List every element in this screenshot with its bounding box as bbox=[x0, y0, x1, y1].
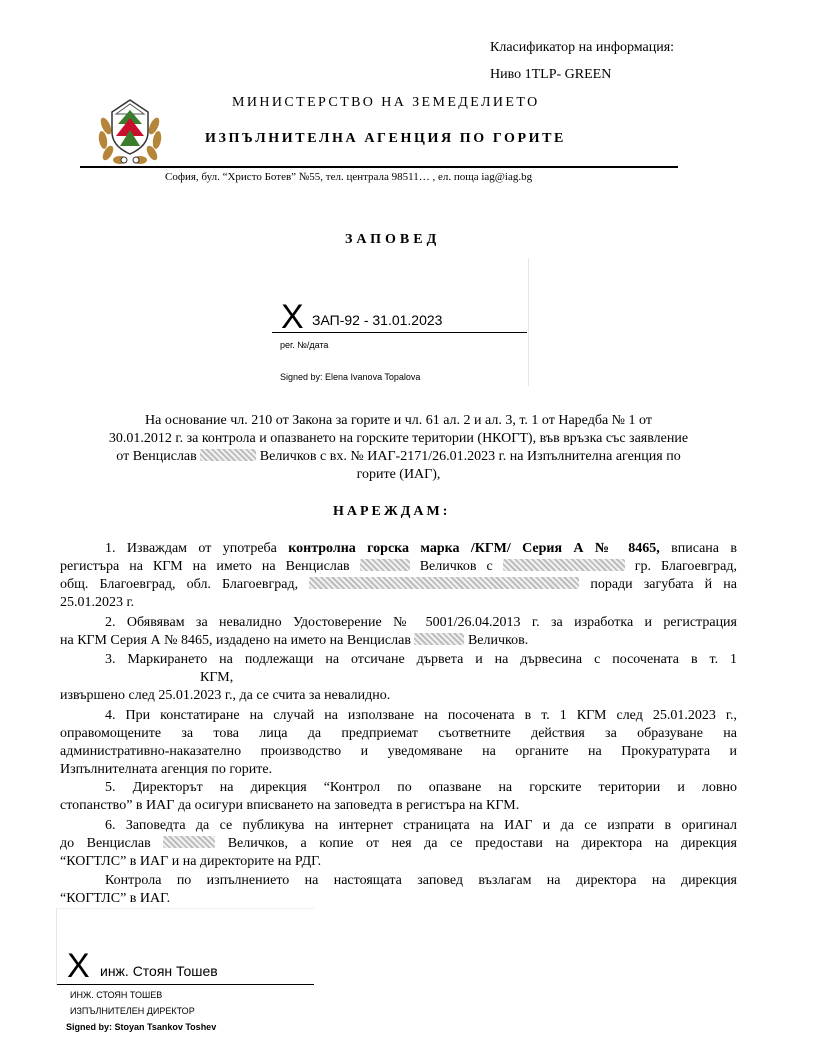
agency-address: София, бул. “Христо Ботев” №55, тел. централа 98511… , ел. поща iag@iag.bg bbox=[165, 171, 533, 183]
ministry-name: МИНИСТЕРСТВО НА ЗЕМЕДЕЛИЕТО bbox=[232, 95, 540, 110]
classification-label: Класификатор на информация: bbox=[490, 40, 675, 55]
order-item-1: 1. Изваждам от употреба контролна горска марка /КГМ/ Серия А № 8465, вписана в регистъра на КГМ на името на Венцислав Величков с гр. Благоевград, общ. Благоевград, обл. Благоевград, поради загубата й на 25.01.2023 г. bbox=[60, 541, 738, 610]
signature-mark: X bbox=[281, 298, 304, 336]
classification-level: Ниво 1TLP- GREEN bbox=[490, 67, 612, 82]
signature-mark: X bbox=[67, 947, 90, 985]
redacted-field bbox=[360, 559, 410, 571]
order-item-3: 3. Маркирането на подлежащи на отсичане дървета и на дървесина с посочената в т. 1 КГМ, извършено след 25.01.2023 г., да се счита за невалидно. bbox=[60, 652, 737, 703]
director-role: ИЗПЪЛНИТЕЛЕН ДИРЕКТОР bbox=[70, 1006, 195, 1016]
signature-line bbox=[272, 332, 527, 333]
redacted-field bbox=[309, 577, 579, 589]
registration-number: ЗАП-92 - 31.01.2023 bbox=[312, 312, 443, 328]
redacted-field bbox=[503, 559, 625, 571]
order-item-5: 5. Директорът на дирекция “Контрол по опазване на горските територии и ловно стопанство” в ИАГ да осигури вписването на заповедта в регистъра на КГМ. bbox=[60, 780, 737, 813]
registration-signature-box[interactable] bbox=[272, 258, 529, 386]
control-paragraph: Контрола по изпълнението на настоящата заповед възлагам на директора на дирекция “КОГТЛС” в ИАГ. bbox=[60, 873, 737, 906]
intro-line-4: горите (ИАГ), bbox=[356, 467, 441, 482]
director-signed-by: Signed by: Stoyan Tsankov Toshev bbox=[66, 1022, 217, 1032]
director-signature-box[interactable] bbox=[56, 908, 314, 985]
document-title: ЗАПОВЕД bbox=[345, 232, 441, 247]
intro-line-3: от Венцислав Величков с вх. № ИАГ-2171/26.01.2023 г. на Изпълнителна агенция по bbox=[116, 449, 681, 464]
director-signature-text: инж. Стоян Тошев bbox=[100, 963, 218, 979]
order-heading: НАРЕЖДАМ: bbox=[333, 504, 451, 519]
registration-caption: рег. №/дата bbox=[280, 340, 329, 350]
registration-signed-by: Signed by: Elena Ivanova Topalova bbox=[280, 372, 421, 382]
forest-agency-emblem-icon bbox=[94, 96, 166, 168]
redacted-field bbox=[200, 449, 256, 461]
intro-line-1: На основание чл. 210 от Закона за горите и чл. 61 ал. 2 и ал. 3, т. 1 от Наредба № 1 от bbox=[145, 413, 652, 428]
order-item-2: 2. Обявявам за невалидно Удостоверение № 5001/26.04.2013 г. за изработка и регистрация на КГМ Серия А № 8465, издадено на името на Венцислав Величков. bbox=[60, 615, 737, 648]
director-name: ИНЖ. СТОЯН ТОШЕВ bbox=[70, 990, 163, 1000]
agency-name: ИЗПЪЛНИТЕЛНА АГЕНЦИЯ ПО ГОРИТЕ bbox=[205, 131, 566, 146]
intro-paragraph bbox=[60, 412, 737, 484]
redacted-field bbox=[414, 633, 464, 645]
header-divider bbox=[80, 166, 678, 168]
intro-line-2: 30.01.2012 г. за контрола и опазването на горските територии (НКОГТ), във връзка със заявление bbox=[108, 431, 689, 446]
redacted-field bbox=[163, 836, 215, 848]
signature-line bbox=[57, 984, 314, 985]
order-item-6: 6. Заповедта да се публикува на интернет страницата на ИАГ и да се изпрати в оригинал до Венцислав Величков, а копие от нея да се предостави на директора на дирекция “КОГТЛС” в ИАГ и на директорите на РДГ. bbox=[60, 818, 737, 869]
order-item-4: 4. При констатиране на случай на използване на посочената в т. 1 КГМ след 25.01.2023 г., оправомощените за това лица да предприемат съответните действия за образуване на административно-наказателно производство и уведомяване на органите на Прокуратурата и Изпълнителната агенция по горите. bbox=[60, 708, 737, 777]
